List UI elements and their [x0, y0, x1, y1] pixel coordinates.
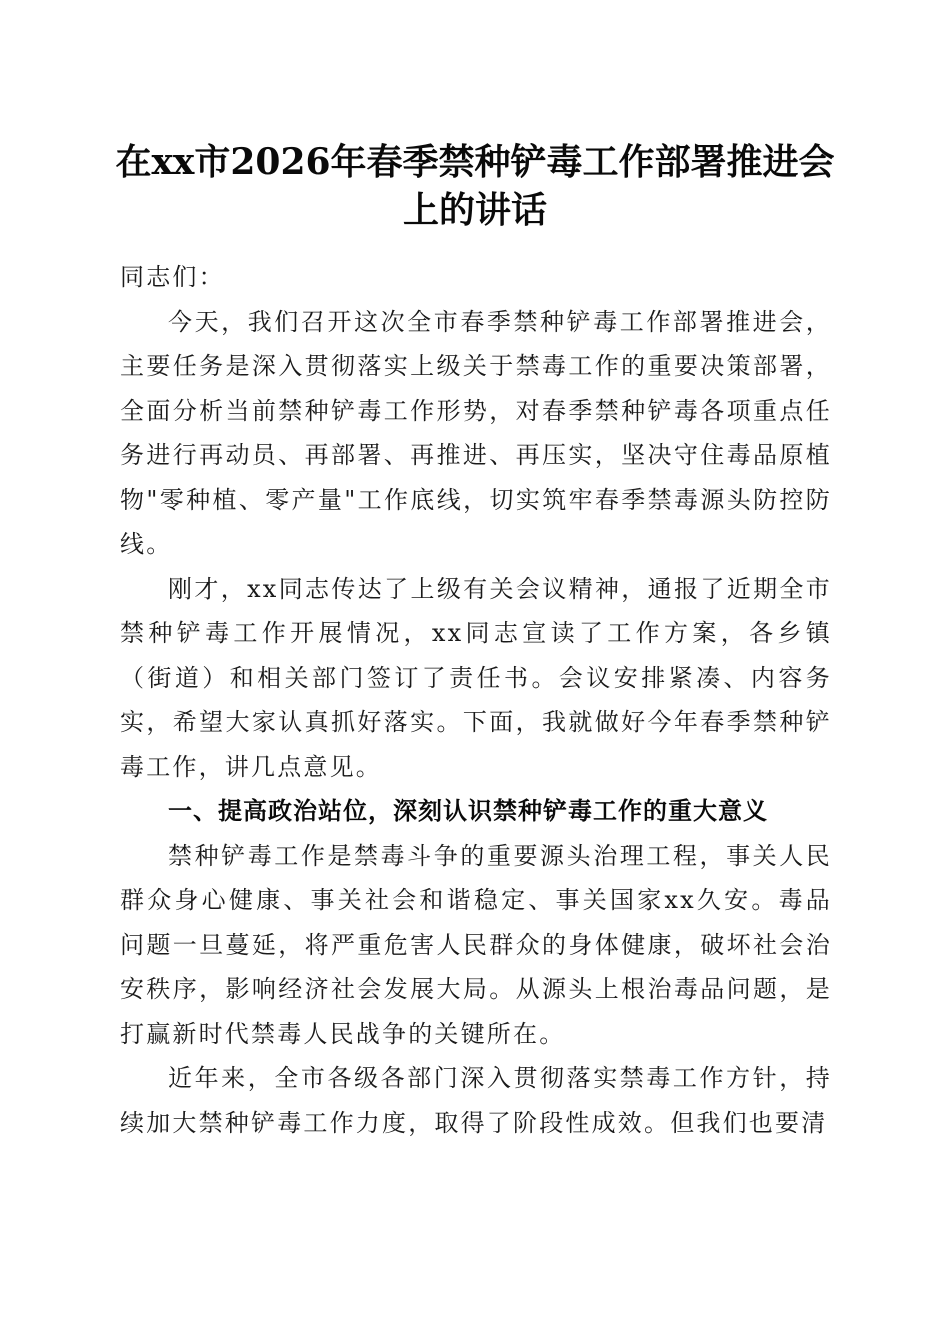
title-line-1: 在xx市2026年春季禁种铲毒工作部署推进会	[115, 141, 835, 183]
document-body	[120, 255, 832, 1145]
salutation: 同志们：	[120, 263, 225, 291]
title-line-2: 上的讲话	[402, 189, 547, 231]
paragraph-significance: 禁种铲毒工作是禁毒斗争的重要源头治理工程，事关人民群众身心健康、事关社会和谐稳定、事关国家xx久安。毒品问题一旦蔓延，将严重危害人民群众的身体健康，破坏社会治安秩序，影响经济社会发展大局。从源头上根治毒品问题，是打赢新时代禁毒人民战争的关键所在。	[120, 841, 832, 1048]
document-title	[100, 138, 850, 234]
paragraph-opening: 今天，我们召开这次全市春季禁种铲毒工作部署推进会，主要任务是深入贯彻落实上级关于禁毒工作的重要决策部署，全面分析当前禁种铲毒工作形势，对春季禁种铲毒各项重点任务进行再动员、再部署、再推进、再压实，坚决守住毒品原植物"零种植、零产量"工作底线，切实筑牢春季禁毒源头防控防线。	[120, 307, 832, 558]
paragraph-agenda: 刚才，xx同志传达了上级有关会议精神，通报了近期全市禁种铲毒工作开展情况，xx同志宣读了工作方案，各乡镇（街道）和相关部门签订了责任书。会议安排紧凑、内容务实，希望大家认真抓好落实。下面，我就做好今年春季禁种铲毒工作，讲几点意见。	[120, 574, 832, 781]
paragraph-recent-years: 近年来，全市各级各部门深入贯彻落实禁毒工作方针，持续加大禁种铲毒工作力度，取得了阶段性成效。但我们也要清	[120, 1064, 832, 1137]
section-heading-1: 一、提高政治站位，深刻认识禁种铲毒工作的重大意义	[168, 797, 768, 825]
